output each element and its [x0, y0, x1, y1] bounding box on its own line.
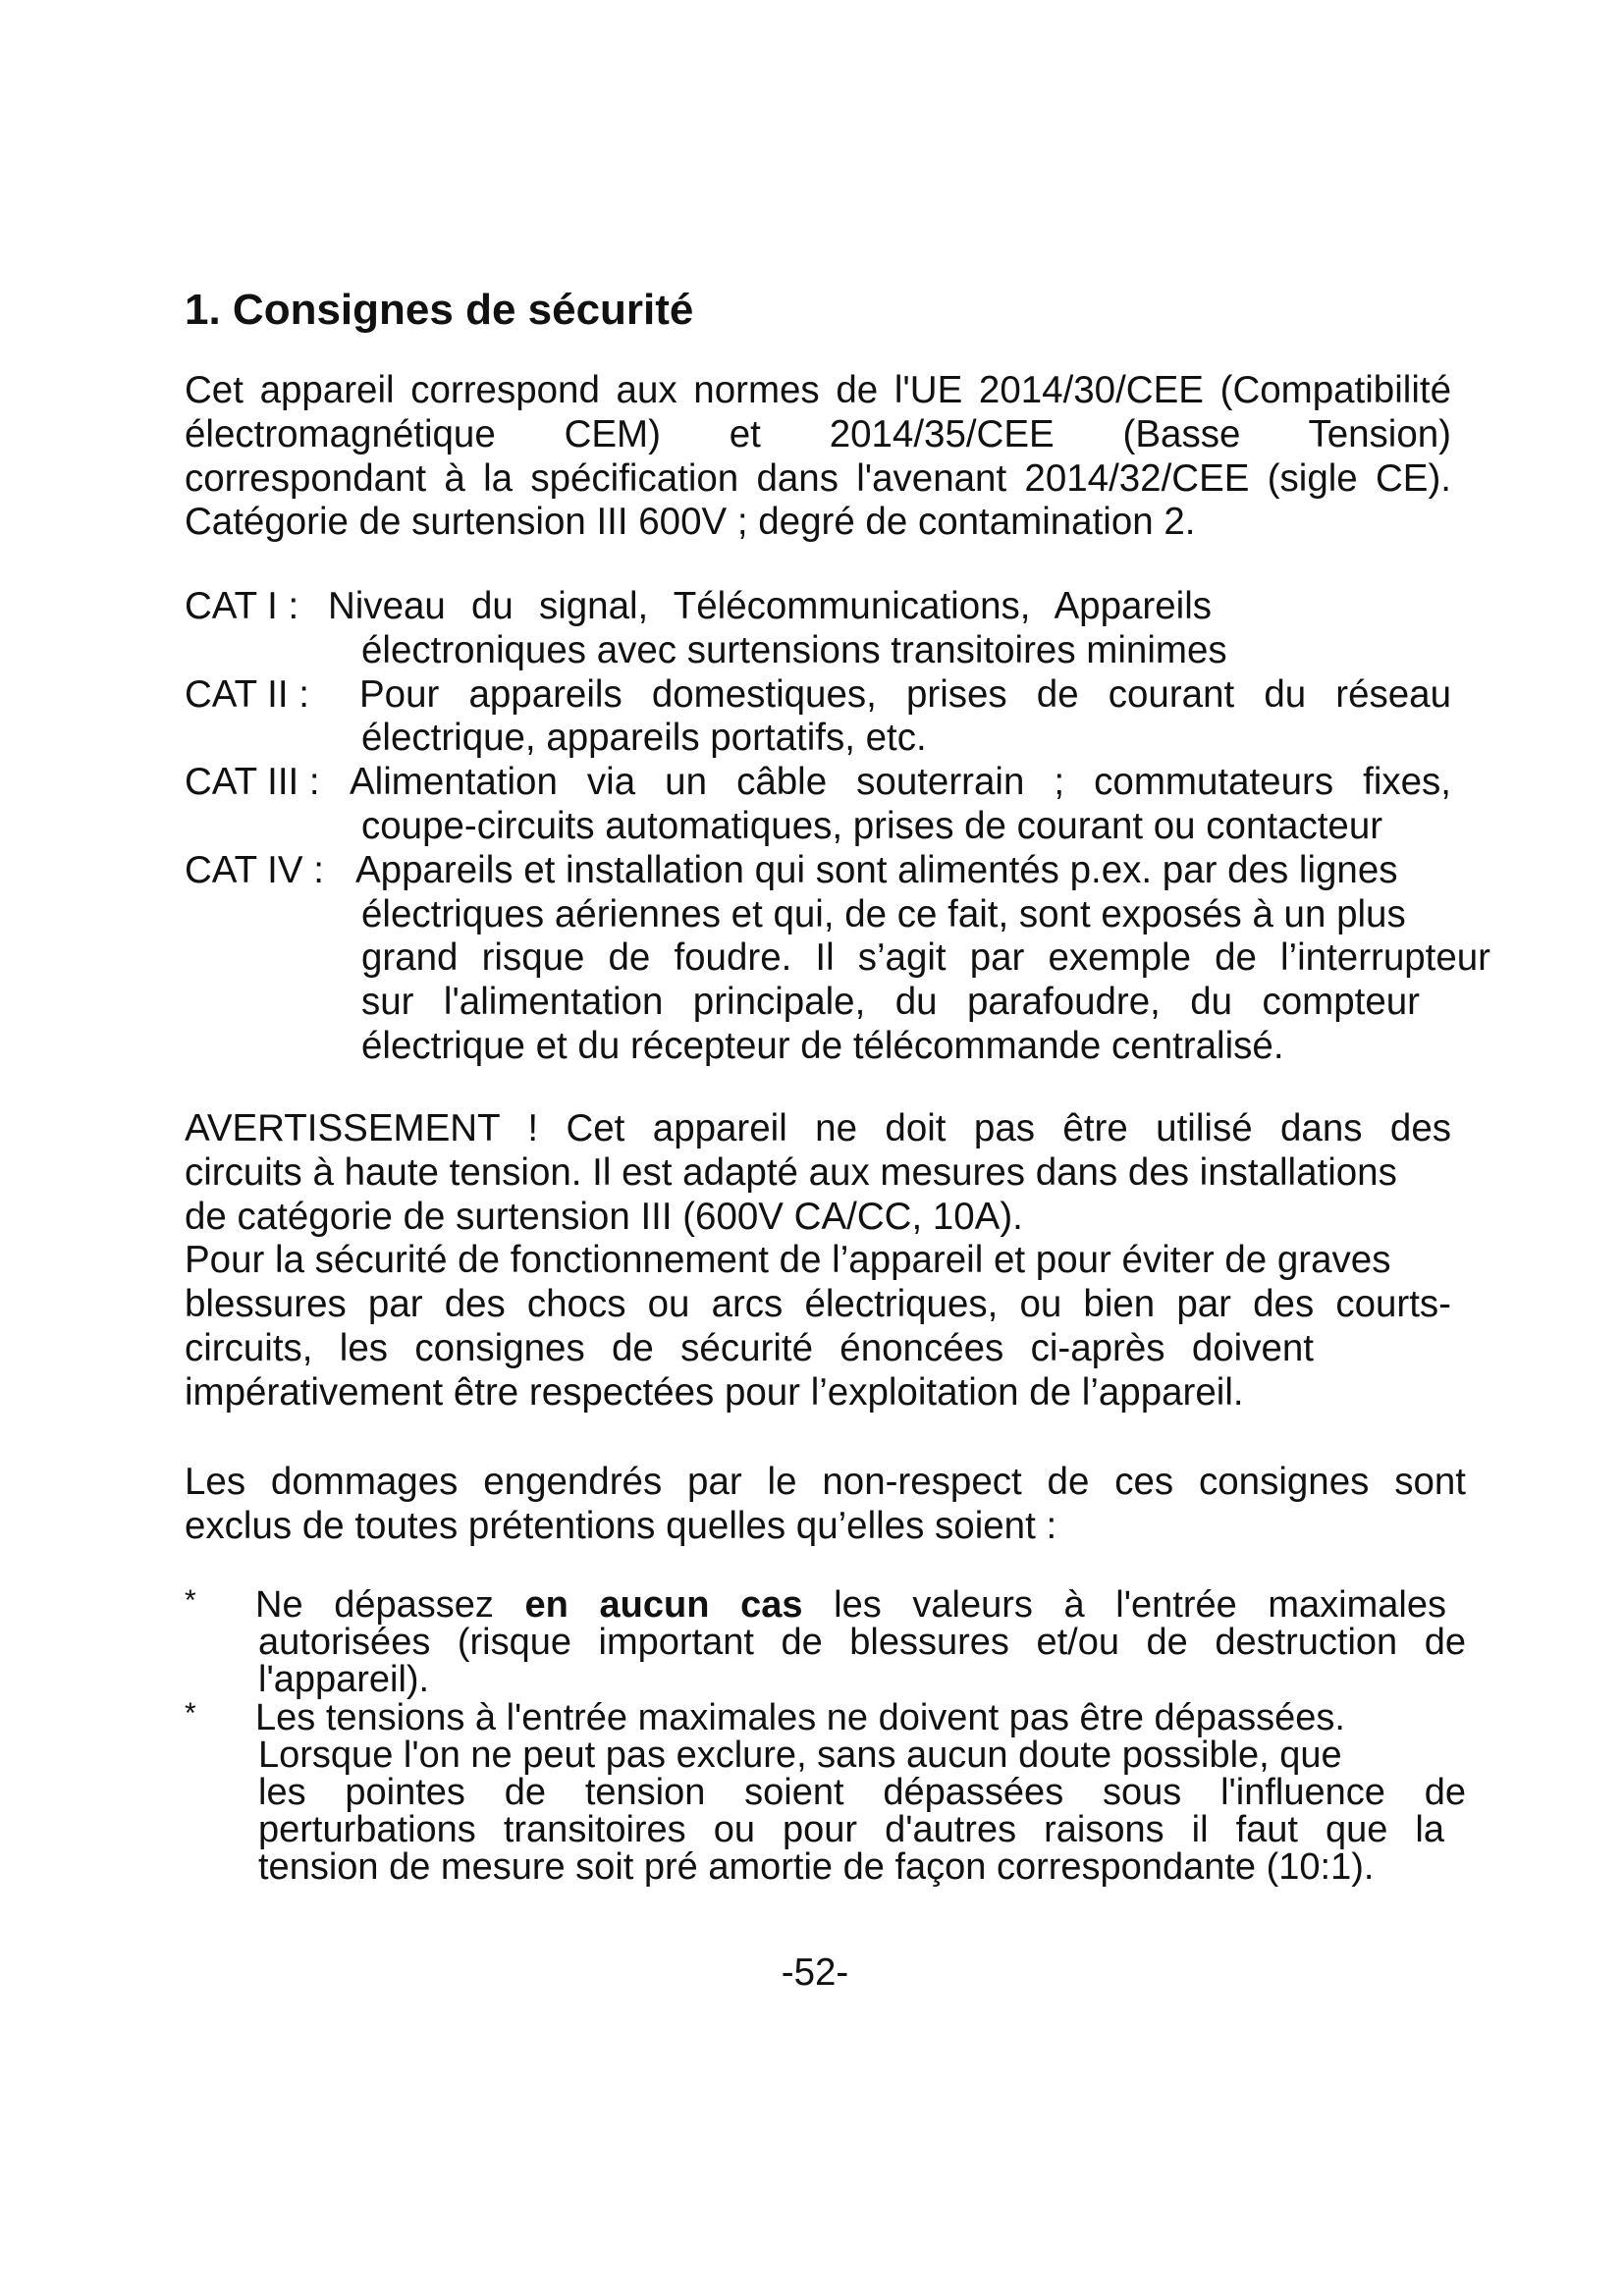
- category-label: CAT I :: [185, 585, 299, 627]
- bullet-text: [255, 1584, 1446, 1626]
- bullet-line: l'appareil).: [258, 1659, 430, 1701]
- bullet-text: [258, 1622, 1466, 1701]
- category-description: [359, 673, 1451, 718]
- bullet-line: les pointes de tension soient dépassées sous l'influence de: [258, 1772, 1466, 1814]
- warning-line: circuits à haute tension. Il est adapté aux mesures dans des installations: [185, 1150, 1397, 1194]
- category-line: Appareils et installation qui sont alimentés p.ex. par des lignes: [355, 848, 1398, 891]
- category-item: [185, 585, 1490, 673]
- warning-line: circuits, les consignes de sécurité énoncées ci-après doivent: [185, 1326, 1314, 1369]
- category-description: [361, 717, 1490, 761]
- category-label: CAT II :: [185, 672, 309, 716]
- category-item: [185, 673, 1490, 762]
- intro-line: électromagnétique CEM) et 2014/35/CEE (Basse Tension): [185, 412, 1451, 455]
- category-line: Pour appareils domestiques, prises de courant du réseau: [359, 672, 1451, 716]
- bullet-line: Lorsque l'on ne peut pas exclure, sans aucun doute possible, que: [258, 1734, 1342, 1776]
- bullet-text: [258, 1736, 1466, 1887]
- bullet-text-pre: Ne dépassez: [255, 1584, 525, 1626]
- category-line: coupe-circuits automatiques, prises de courant ou contacteur: [361, 804, 1383, 847]
- bullet-item: [185, 1696, 1466, 1889]
- bullet-list: [185, 1586, 1466, 1887]
- intro-line: Cet appareil correspond aux normes de l'UE 2014/30/CEE (Compatibilité: [185, 369, 1451, 411]
- category-description: [361, 981, 1420, 1025]
- warning-line: de catégorie de surtension III (600V CA/CC, 10A).: [185, 1195, 1023, 1238]
- category-description: [361, 893, 1490, 937]
- intro-paragraph: [185, 369, 1451, 545]
- warning-line: AVERTISSEMENT ! Cet appareil ne doit pas être utilisé dans des: [185, 1107, 1451, 1149]
- bullet-line: Les tensions à l'entrée maximales ne doivent pas être dépassées.: [255, 1696, 1345, 1738]
- intro-line: Catégorie de surtension III 600V ; degré de contamination 2.: [185, 501, 1196, 544]
- category-label: CAT III :: [185, 761, 320, 804]
- bullet-text-post: les valeurs à l'entrée maximales: [802, 1584, 1446, 1626]
- asterisk-bullet-icon: *: [185, 1696, 196, 1730]
- bullet-line: autorisées (risque important de blessures et/ou de destruction de: [258, 1622, 1466, 1664]
- category-description: [355, 849, 1490, 893]
- damages-line: exclus de toutes prétentions quelles qu’elles soient :: [185, 1504, 1057, 1547]
- category-item: [185, 761, 1490, 849]
- category-list: [185, 585, 1490, 1069]
- bullet-item: [185, 1586, 1466, 1699]
- warning-line: impérativement être respectées pour l’exploitation de l’appareil.: [185, 1370, 1244, 1414]
- category-description: [361, 805, 1490, 849]
- category-line: Niveau du signal, Télécommunications, Appareils: [328, 585, 1212, 627]
- category-description: [361, 936, 1490, 981]
- page-number: -52-: [781, 1951, 849, 1994]
- bullet-text-bold: en aucun cas: [524, 1584, 803, 1626]
- category-description: [361, 1025, 1490, 1069]
- category-description: [361, 629, 1490, 673]
- asterisk-bullet-icon: *: [185, 1584, 196, 1617]
- warning-line: blessures par des chocs ou arcs électriques, ou bien par des courts-: [185, 1283, 1451, 1326]
- bullet-text: [255, 1696, 1466, 1738]
- warning-paragraph: [185, 1107, 1451, 1415]
- damages-line: Les dommages engendrés par le non-respect de ces consignes sont: [185, 1461, 1466, 1503]
- bullet-line: [255, 1586, 1446, 1624]
- category-label: CAT IV :: [185, 848, 324, 891]
- document-page: [185, 0, 1490, 2296]
- category-item: [185, 849, 1490, 1069]
- section-heading: 1. Consignes de sécurité: [185, 286, 694, 334]
- bullet-line: tension de mesure soit pré amortie de façon correspondante (10:1).: [258, 1846, 1375, 1889]
- category-description: [328, 585, 1349, 629]
- intro-line: correspondant à la spécification dans l'avenant 2014/32/CEE (sigle CE).: [185, 456, 1451, 500]
- category-line: électroniques avec surtensions transitoires minimes: [361, 628, 1227, 671]
- category-line: électrique et du récepteur de télécommande centralisé.: [361, 1024, 1284, 1067]
- bullet-line: perturbations transitoires ou pour d'autres raisons il faut que la: [258, 1809, 1444, 1851]
- damages-paragraph: [185, 1461, 1466, 1549]
- category-line: Alimentation via un câble souterrain ; commutateurs fixes,: [350, 761, 1451, 804]
- category-description: [350, 761, 1451, 805]
- category-line: sur l'alimentation principale, du parafoudre, du compteur: [361, 981, 1420, 1024]
- category-line: grand risque de foudre. Il s’agit par exemple de l’interrupteur: [361, 936, 1490, 980]
- category-line: électriques aériennes et qui, de ce fait, sont exposés à un plus: [361, 892, 1406, 935]
- category-line: électrique, appareils portatifs, etc.: [361, 717, 927, 760]
- warning-line: Pour la sécurité de fonctionnement de l’appareil et pour éviter de graves: [185, 1239, 1391, 1282]
